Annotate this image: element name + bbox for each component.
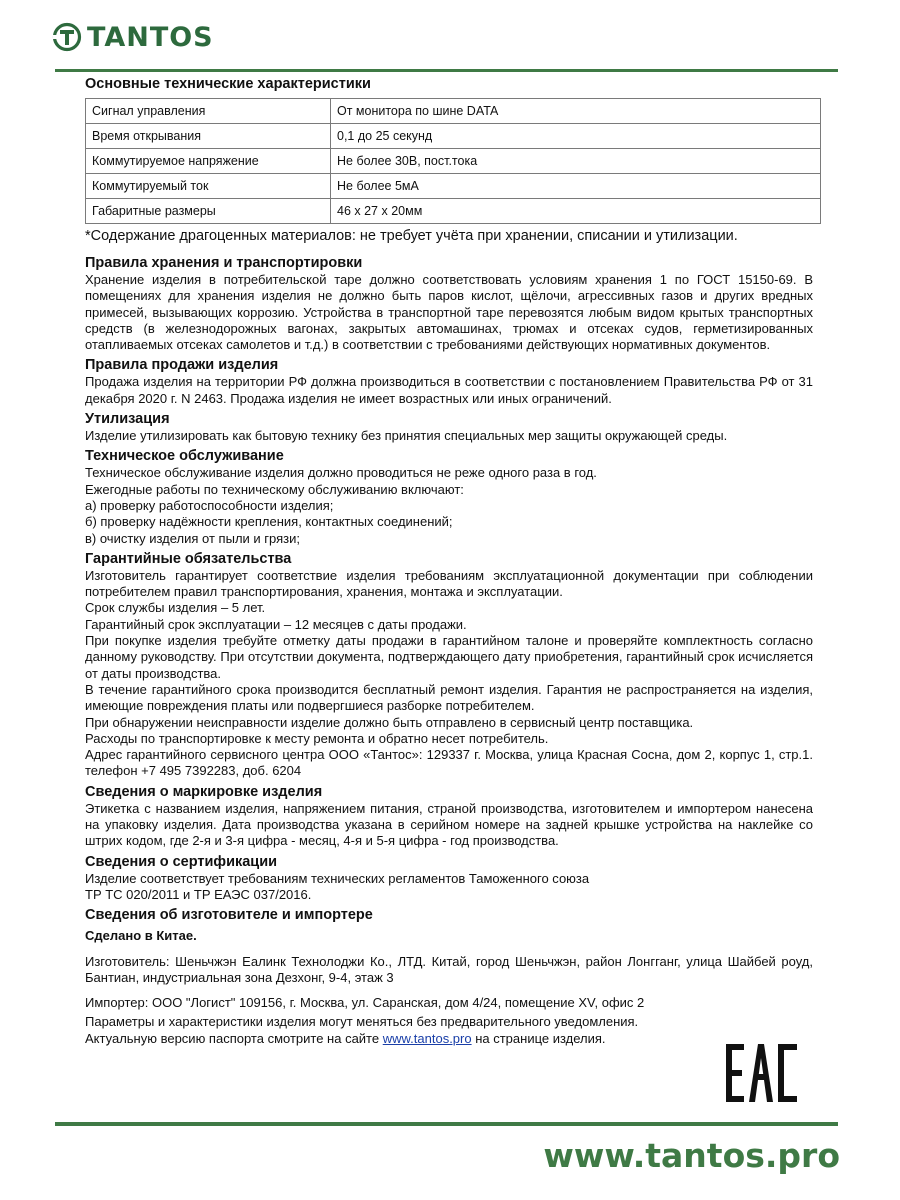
maintenance-title: Техническое обслуживание bbox=[85, 448, 284, 465]
specs-value: 46 х 27 х 20мм bbox=[331, 199, 821, 224]
maintenance-line: в) очистку изделия от пыли и грязи; bbox=[85, 530, 300, 546]
certification-line: Изделие соответствует требованиям технических регламентов Таможенного союза bbox=[85, 870, 590, 886]
maker-text: Изготовитель: Шеньчжэн Еалинк Технолоджи Ко., ЛТД. Китай, город Шеньчжэн, район Лонгганг, улица Шайбей роуд, Бантиан, индустриальная зона Дезхонг, 9-4, этаж 3 bbox=[85, 953, 813, 985]
document-body bbox=[85, 76, 813, 1047]
storage-title: Правила хранения и транспортировки bbox=[85, 255, 363, 271]
certification-title: Сведения о сертификации bbox=[85, 853, 278, 870]
specs-label: Сигнал управления bbox=[86, 99, 331, 124]
warranty-section bbox=[85, 551, 813, 780]
sales-text: Продажа изделия на территории РФ должна производиться в соответствии с постановлением Правительства РФ от 31 декабря 2020 г. N 2463. Продажа изделия не имеет возрастных или иных ограничений. bbox=[85, 374, 813, 406]
warranty-paragraph: При покупке изделия требуйте отметку даты продажи в гарантийном талоне и проверяйте комплектность согласно данному руководству. При отсутствии документа, подтверждающего дату приобретения, гарантийный срок исчисляется от даты производства. bbox=[85, 633, 813, 681]
marking-text: Этикетка с названием изделия, напряжением питания, страной производства, изготовителем и импортером нанесена на упаковку изделия. Дата производства указана в серийном номере на задней крышке устройства на наклейке со штрих кодом, где 2-я и 3-я цифра - месяц, 4-я и 5-я цифра - год производства. bbox=[85, 800, 813, 849]
specs-label: Габаритные размеры bbox=[86, 199, 331, 224]
eac-certification-mark bbox=[726, 1044, 798, 1102]
brand-name: TANTOS bbox=[87, 21, 214, 53]
specs-label: Коммутируемый ток bbox=[86, 174, 331, 199]
specs-value: Не более 5мА bbox=[331, 174, 821, 199]
site-link[interactable]: www.tantos.pro bbox=[382, 1030, 472, 1046]
specs-table bbox=[85, 98, 821, 224]
specs-row bbox=[86, 174, 821, 199]
specs-title: Основные технические характеристики bbox=[85, 76, 371, 92]
warranty-paragraph: Адрес гарантийного сервисного центра ООО «Тантос»: 129337 г. Москва, улица Красная Сосна, дом 2, корпус 1, стр.1. телефон +7 495 7392283, доб. 6204 bbox=[85, 747, 813, 779]
notice-text: Параметры и характеристики изделия могут меняться без предварительного уведомления. bbox=[85, 1014, 639, 1030]
manufacturer-title: Сведения об изготовителе и импортере bbox=[85, 907, 373, 924]
specs-row bbox=[86, 149, 821, 174]
made-in-text: Сделано в Китае. bbox=[85, 928, 197, 944]
importer-text: Импортер: ООО "Логист" 109156, г. Москва, ул. Саранская, дом 4/24, помещение XV, офис 2 bbox=[85, 995, 645, 1011]
specs-row bbox=[86, 99, 821, 124]
maintenance-line: а) проверку работоспособности изделия; bbox=[85, 497, 334, 513]
warranty-paragraph: В течение гарантийного срока производится бесплатный ремонт изделия. Гарантия не распространяется на изделия, имеющие повреждения платы или подвергшиеся разборке потребителем. bbox=[85, 681, 813, 714]
warranty-paragraph: Срок службы изделия – 5 лет. bbox=[85, 600, 266, 616]
warranty-paragraph: Изготовитель гарантирует соответствие изделия требованиям эксплуатационной документации при соблюдении потребителем правил транспортирования, хранения, монтажа и эксплуатации. bbox=[85, 567, 813, 600]
warranty-paragraph: Расходы по транспортировке к месту ремонта и обратно несет потребитель. bbox=[85, 730, 549, 746]
maintenance-line: б) проверку надёжности крепления, контактных соединений; bbox=[85, 514, 453, 530]
tantos-logo-icon bbox=[52, 22, 82, 52]
warranty-title: Гарантийные обязательства bbox=[85, 550, 292, 567]
precious-metals-note: *Содержание драгоценных материалов: не требует учёта при хранении, списании и утилизации. bbox=[85, 228, 738, 244]
certification-line: ТР ТС 020/2011 и ТР ЕАЭС 037/2016. bbox=[85, 886, 312, 902]
footer-divider bbox=[55, 1122, 838, 1126]
maintenance-line: Техническое обслуживание изделия должно проводиться не реже одного раза в год. bbox=[85, 465, 597, 481]
disposal-section bbox=[85, 411, 813, 444]
manufacturer-section bbox=[85, 907, 813, 1047]
maintenance-section bbox=[85, 448, 813, 546]
specs-value: 0,1 до 25 секунд bbox=[331, 124, 821, 149]
specs-label: Коммутируемое напряжение bbox=[86, 149, 331, 174]
specs-label: Время открывания bbox=[86, 124, 331, 149]
specs-value: Не более 30В, пост.тока bbox=[331, 149, 821, 174]
site-line bbox=[85, 1031, 813, 1047]
warranty-paragraph: Гарантийный срок эксплуатации – 12 месяцев с даты продажи. bbox=[85, 616, 467, 632]
marking-title: Сведения о маркировке изделия bbox=[85, 783, 323, 800]
specs-row bbox=[86, 124, 821, 149]
footer-url: www.tantos.pro bbox=[543, 1136, 840, 1175]
sales-section bbox=[85, 357, 813, 407]
brand-logo bbox=[52, 22, 214, 52]
disposal-text: Изделие утилизировать как бытовую технику без принятия специальных мер защиты окружающей среды. bbox=[85, 428, 728, 444]
header-divider bbox=[55, 69, 838, 72]
specs-row bbox=[86, 199, 821, 224]
storage-section bbox=[85, 255, 813, 353]
maintenance-line: Ежегодные работы по техническому обслуживанию включают: bbox=[85, 481, 464, 497]
site-suffix: на странице изделия. bbox=[471, 1030, 606, 1046]
marking-section bbox=[85, 784, 813, 850]
disposal-title: Утилизация bbox=[85, 411, 170, 428]
storage-text: Хранение изделия в потребительской таре должно соответствовать условиям хранения 1 по ГОСТ 15150-69. В помещениях для хранения изделия не должно быть паров кислот, щёлочи, агрессивных газов и других вредных примесей, вызывающих коррозию. Устройства в транспортной таре перевозятся любым видом крытых транспортных средств (в железнодорожных вагонах, закрытых автомашинах, трюмах и отсеках судов, герметизированных отапливаемых отсеках самолетов и т.д.) в соответствии с требованиями действующих нормативных документов. bbox=[85, 272, 813, 353]
sales-title: Правила продажи изделия bbox=[85, 357, 279, 374]
warranty-paragraph: При обнаружении неисправности изделие должно быть отправлено в сервисный центр поставщика. bbox=[85, 714, 694, 730]
site-prefix: Актуальную версию паспорта смотрите на сайте bbox=[85, 1030, 383, 1046]
certification-section bbox=[85, 854, 813, 904]
specs-value: От монитора по шине DATA bbox=[331, 99, 821, 124]
